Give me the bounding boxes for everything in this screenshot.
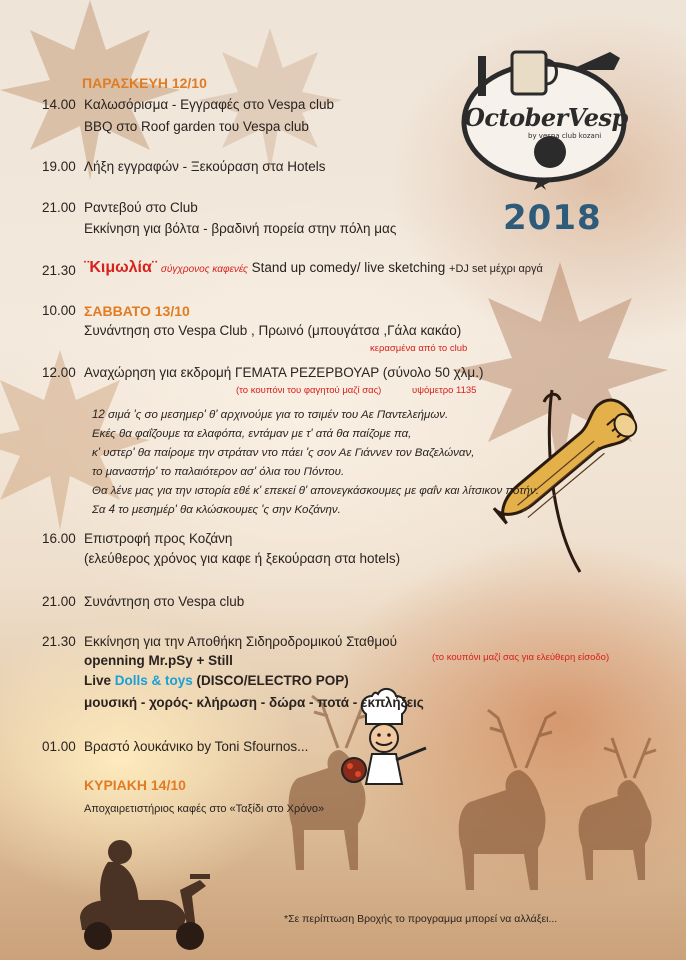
beer-mug-icon [512, 52, 546, 94]
item-time: 16.00 [42, 531, 76, 546]
pontic-lyra-icon [470, 380, 680, 580]
friday-heading: ΠΑΡΑΣΚΕΥΗ 12/10 [82, 75, 207, 91]
band-genre: (DISCO/ELECTRO POP) [192, 673, 349, 688]
item-line: Εκκίνηση για την Αποθήκη Σιδηροδρομικού Σταθμού [84, 634, 397, 649]
item-line: Συνάντηση στο Vespa club [84, 594, 245, 609]
item-line: BBQ στο Roof garden του Vespa club [84, 119, 309, 134]
item-line: Αποχαιρετιστήριος καφές στο «Ταξίδι στο Χρόνο» [84, 803, 325, 815]
poem-line: 12 σιμά 'ς σο μεσημερ' θ' αρχινούμε για το τσιμέν του Αε Παντελεήμων. [92, 409, 449, 421]
item-time: 12.00 [42, 365, 76, 380]
year: 2018 [503, 198, 602, 238]
item-line: Βραστό λουκάνικο by Toni Sfournos... [84, 739, 309, 754]
live-act [84, 672, 349, 690]
poem-line: το μαναστήρ' το παλαιότερον ασ' όλια του Πόντου. [92, 466, 345, 478]
item-line: Καλωσόρισμα - Εγγραφές στο Vespa club [84, 97, 334, 112]
poem-line: κ' υστερ' θα παίρομε την στράταν ντο πάει 'ς σον Αε Γιάννεν τον Βαζελώναν, [92, 447, 475, 459]
opening-act: openning Mr.pSy + Still [84, 653, 233, 668]
extras-line: μουσική - χορός- κλήρωση - δώρα - ποτά - εκπλήξεις [84, 695, 424, 710]
deer-silhouette-icon [270, 690, 686, 890]
footnote: *Σε περίπτωση Βροχής το προγραμμα μπορεί να αλλάξει... [284, 913, 558, 925]
event-desc: Stand up comedy/ live sketching [251, 260, 446, 275]
logo-title: OctoberVesp [464, 103, 628, 132]
bottle-icon [478, 56, 486, 96]
item-time: 21.00 [42, 200, 76, 215]
scooter-rider-silhouette-icon [60, 830, 240, 960]
live-prefix: Live [84, 673, 115, 688]
item-line: Επιστροφή προς Κοζάνη [84, 531, 233, 546]
item-time: 21.30 [42, 634, 76, 649]
vespa-riders-icon [534, 136, 566, 168]
venue-name: ¨Κιμωλία¨ [84, 259, 158, 276]
item-time: 21.30 [42, 263, 76, 278]
trumpet-icon [570, 52, 620, 70]
coupon-food-note: (το κουπόνι του φαγητού μαζί σας) [236, 385, 382, 396]
schedule-item [42, 96, 76, 114]
altitude-note: υψόμετρο 1135 [412, 385, 477, 396]
item-time: 10.00 [42, 303, 76, 318]
treat-note: κερασμένα από το club [370, 343, 468, 354]
dj-set: +DJ set μέχρι αργά [449, 263, 543, 275]
item-line: Λήξη εγγραφών - Ξεκούραση στα Hotels [84, 159, 326, 174]
saturday-heading: ΣΑΒΒΑΤΟ 13/10 [84, 303, 190, 319]
sunday-heading: ΚΥΡΙΑΚΗ 14/10 [84, 777, 186, 793]
item-time: 01.00 [42, 739, 76, 754]
venue-desc: σύγχρονος καφενές [160, 264, 248, 275]
item-line: Εκκίνηση για βόλτα - βραδινή πορεία στην πόλη μας [84, 221, 397, 236]
item-line: (ελεύθερος χρόνος για καφε ή ξεκούραση στα hotels) [84, 551, 401, 566]
logo-subtitle: by vespa club kozani [528, 132, 602, 140]
item-line: Αναχώρηση για εκδρομή ΓΕΜΑΤΑ ΡΕΖΕΡΒΟΥΑΡ (σύνολο 50 χλμ.) [84, 365, 484, 380]
item-time: 21.00 [42, 594, 76, 609]
poem-line: Εκές θα φαΐζουμε τα ελαφόπα, εντάμαν με τ' ατά θα παίζομε πα, [92, 428, 412, 440]
kimolia-event [84, 259, 543, 279]
poem-line: Σα 4 το μεσημέρ' θα κλώσκουμες 'ς σην Κοζάνην. [92, 504, 341, 516]
coupon-entry-note: (το κουπόνι μαζί σας για ελεύθερη είσοδο) [432, 652, 610, 663]
item-line: Συνάντηση στο Vespa Club , Πρωινό (μπουγάτσα ,Γάλα κακάο) [84, 323, 462, 338]
item-time: 14.00 [42, 97, 76, 112]
poem-line: Θα λένε μας για την ιστορία εθέ κ' επεκεί θ' απονεγκάσκουμες με φαΐν και λίτσικον ποτήν. [92, 485, 539, 497]
band-name: Dolls & toys [114, 673, 193, 688]
item-line: Ραντεβού στο Club [84, 200, 198, 215]
item-time: 19.00 [42, 159, 76, 174]
logo [450, 40, 650, 200]
